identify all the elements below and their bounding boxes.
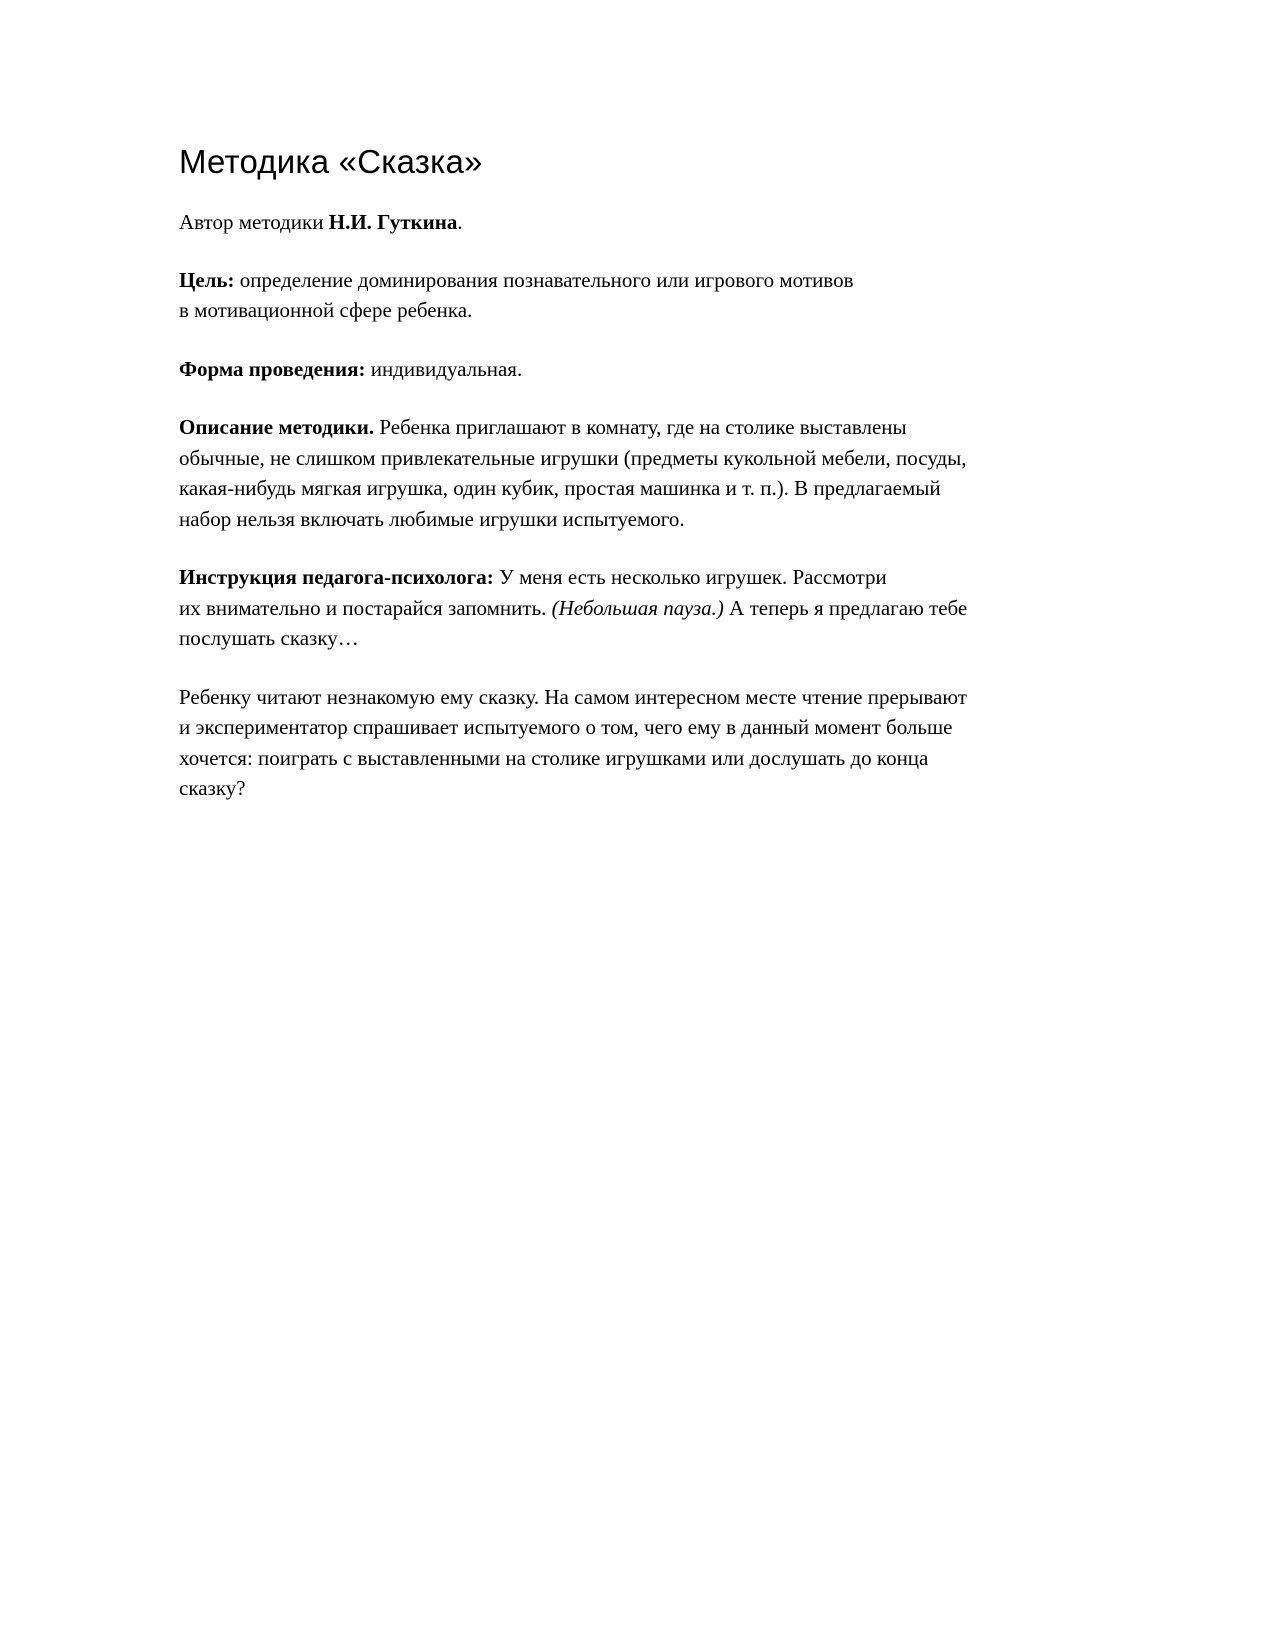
author-paragraph	[179, 207, 1019, 238]
form-label: Форма проведения:	[179, 356, 366, 381]
procedure-paragraph	[179, 682, 1019, 804]
instruction-text-1: У меня есть несколько игрушек. Рассмотри	[493, 565, 887, 589]
form-text: индивидуальная.	[365, 356, 523, 381]
description-line-2: обычные, не слишком привлекательные игрушки (предметы кукольной мебели, посуды,	[179, 445, 967, 470]
goal-line-1	[179, 265, 1019, 296]
procedure-line-3: хочется: поиграть с выставленными на столике игрушками или дослушать до конца	[179, 745, 929, 770]
author-suffix: .	[457, 210, 463, 234]
document-title: Методика «Сказка»	[179, 143, 483, 180]
instruction-pause-note: (Небольшая пауза.)	[551, 595, 724, 620]
author-prefix: Автор методики	[179, 210, 329, 234]
instruction-line-1	[179, 562, 1019, 593]
description-text-1: Ребенка приглашают в комнату, где на столике выставлены	[374, 415, 907, 439]
procedure-line-4: сказку?	[179, 776, 246, 800]
procedure-line-1: Ребенку читают незнакомую ему сказку. На самом интересном месте чтение прерывают	[179, 684, 967, 709]
description-paragraph	[179, 412, 1019, 534]
instruction-text-2a: их внимательно и постарайся запомнить.	[179, 595, 552, 620]
description-line-3: какая-нибудь мягкая игрушка, один кубик, простая машинка и т. п.). В предлагаемый	[179, 476, 941, 500]
goal-paragraph	[179, 265, 1019, 326]
procedure-line-2: и экспериментатор спрашивает испытуемого о том, чего ему в данный момент больше	[179, 715, 953, 739]
instruction-line-2	[179, 593, 1019, 624]
description-line-1	[179, 412, 1019, 443]
description-label: Описание методики.	[179, 415, 375, 439]
goal-label: Цель:	[179, 267, 235, 292]
goal-line-2: в мотивационной сфере ребенка.	[179, 298, 473, 322]
goal-text-1: определение доминирования познавательного или игрового мотивов	[234, 267, 854, 292]
instruction-paragraph	[179, 562, 1019, 654]
instruction-text-2b: А теперь я предлагаю тебе	[723, 595, 968, 620]
document-page	[179, 140, 1019, 804]
instruction-label: Инструкция педагога-психолога:	[179, 565, 494, 589]
description-line-4: набор нельзя включать любимые игрушки испытуемого.	[179, 506, 685, 531]
form-paragraph	[179, 354, 1019, 385]
author-name: Н.И. Гуткина	[328, 210, 458, 234]
instruction-line-3: послушать сказку…	[179, 626, 359, 650]
